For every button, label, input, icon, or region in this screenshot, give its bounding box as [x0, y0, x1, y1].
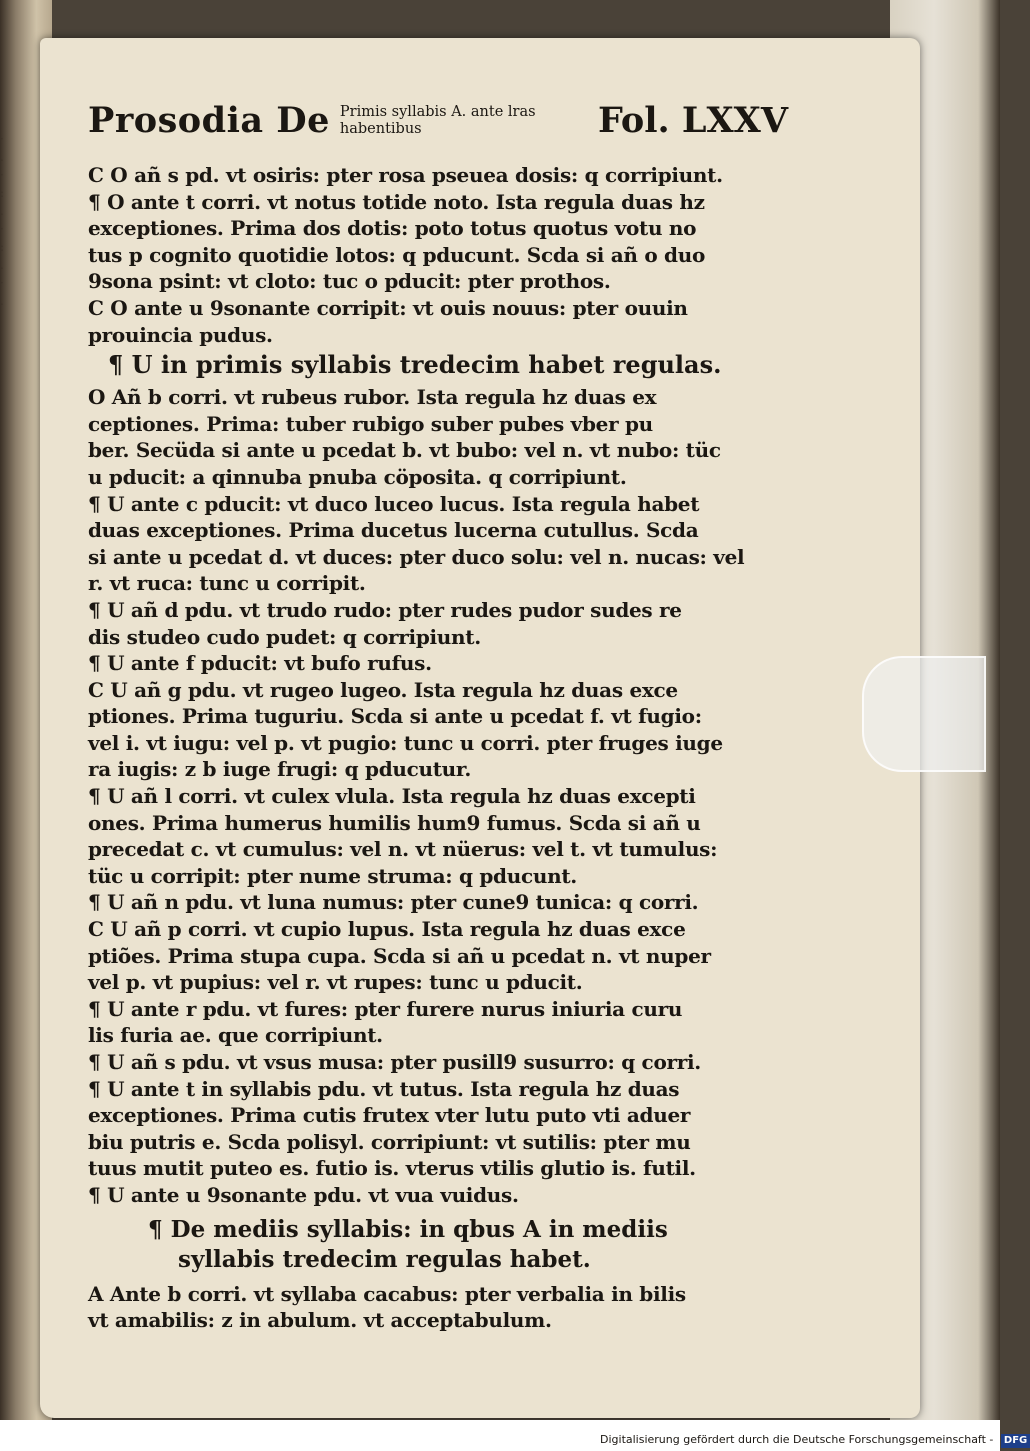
text-line: vel i. vt iugu: vel p. vt pugio: tunc u corri. pter fruges iuge: [88, 730, 723, 755]
text-line: ¶ U ante r pdu. vt fures: pter furere nurus iniuria curu: [88, 996, 683, 1021]
text-line: si ante u pcedat d. vt duces: pter duco solu: vel n. nucas: vel: [88, 544, 745, 569]
text-line: O Añ b corri. vt rubeus rubor. Ista regula hz duas ex: [88, 385, 657, 410]
text-line: ¶ U ante u 9sonante pdu. vt vua vuidus.: [88, 1182, 519, 1207]
text-line: C O añ s pd. vt osiris: pter rosa pseuea dosis: q corripiunt.: [88, 163, 723, 187]
footer-text: Digitalisierung gefördert durch die Deutsche Forschungsgemeinschaft -: [600, 1433, 994, 1446]
paragraph-o-rules: [88, 162, 788, 348]
text-line: exceptiones. Prima dos dotis: poto totus quotus votu no: [88, 216, 697, 241]
section-heading-u: ¶ U in primis syllabis tredecim habet regulas.: [108, 350, 722, 380]
text-line: C O ante u 9sonante corripit: vt ouis nouus: pter ouuin: [88, 295, 688, 320]
text-line: exceptiones. Prima cutis frutex vter lutu puto vti aduer: [88, 1103, 691, 1128]
text-line: duas exceptiones. Prima ducetus lucerna cutullus. Scda: [88, 518, 699, 543]
text-line: ¶ U añ s pdu. vt vsus musa: pter pusill9 susurro: q corri.: [88, 1050, 701, 1074]
funding-footer: [600, 1428, 1028, 1451]
text-line: tuus mutit puteo es. futio is. vterus vtilis glutio is. futil.: [88, 1156, 696, 1181]
text-line: ones. Prima humerus humilis hum9 fumus. Scda si añ u: [88, 810, 701, 835]
text-line: ¶ U añ d pdu. vt trudo rudo: pter rudes pudor sudes re: [88, 597, 682, 622]
text-line: ¶ U añ l corri. vt culex vlula. Ista regula hz duas excepti: [88, 784, 696, 809]
text-line: ¶ U ante t in syllabis pdu. vt tutus. Ista regula hz duas: [88, 1076, 680, 1101]
running-header: [88, 100, 788, 162]
text-line: ra iugis: z b iuge frugi: q pducutur.: [88, 757, 471, 782]
left-page-bleed: · . · : . · : . · .: [0, 132, 5, 308]
page-text: [88, 100, 788, 1334]
text-line: lis furia ae. que corripiunt.: [88, 1023, 383, 1048]
header-title: Prosodia De: [88, 100, 330, 141]
section-heading-mediis: ¶ De mediis syllabis: in qbus A in mediis: [148, 1215, 668, 1243]
text-line: tus p cognito quotidie lotos: q pducunt. Scda si añ o duo: [88, 242, 705, 267]
text-line: tüc u corripit: pter nume struma: q pducunt.: [88, 863, 577, 888]
text-line: vel p. vt pupius: vel r. vt rupes: tunc u pducit.: [88, 970, 583, 995]
text-line: ¶ U añ n pdu. vt luna numus: pter cune9 tunica: q corri.: [88, 890, 699, 915]
paragraph-u-rules: [88, 384, 788, 1208]
dfg-logo: DFG: [1001, 1434, 1030, 1448]
text-line: 9sona psint: vt cloto: tuc o pducit: pter prothos.: [88, 269, 611, 294]
text-line: r. vt ruca: tunc u corripit.: [88, 571, 366, 596]
section-heading-mediis-cont: syllabis tredecim regulas habet.: [178, 1245, 591, 1273]
page-clip: [862, 656, 986, 772]
text-line: ptiones. Prima tuguriu. Scda si ante u pcedat f. vt fugio:: [88, 704, 702, 729]
paragraph-a-mediis: [88, 1281, 788, 1334]
text-line: ¶ O ante t corri. vt notus totide noto. Ista regula duas hz: [88, 189, 705, 214]
text-line: ¶ U ante f pducit: vt bufo rufus.: [88, 651, 432, 676]
text-line: C U añ p corri. vt cupio lupus. Ista regula hz duas exce: [88, 917, 686, 942]
text-line: dis studeo cudo pudet: q corripiunt.: [88, 624, 481, 649]
text-line: ptiões. Prima stupa cupa. Scda si añ u pcedat n. vt nuper: [88, 943, 711, 968]
text-line: vt amabilis: z in abulum. vt acceptabulum.: [88, 1308, 552, 1333]
folio-number: Fol. LXXV: [597, 100, 788, 141]
text-line: ceptiones. Prima: tuber rubigo suber pubes vber pu: [88, 411, 653, 436]
header-subtitle: Primis syllabis A. ante lras habentibus: [339, 104, 536, 137]
text-line: ber. Secüda si ante u pcedat b. vt bubo: vel n. vt nubo: tüc: [88, 438, 721, 463]
text-line: ¶ U ante c pducit: vt duco luceo lucus. Ista regula habet: [88, 491, 700, 516]
text-line: u pducit: a qinnuba pnuba cöposita. q corripiunt.: [88, 464, 627, 489]
text-line: C U añ g pdu. vt rugeo lugeo. Ista regula hz duas exce: [88, 677, 678, 702]
text-line: A Ante b corri. vt syllaba cacabus: pter verbalia in bilis: [88, 1281, 686, 1306]
text-line: biu putris e. Scda polisyl. corripiunt: vt sutilis: pter mu: [88, 1129, 691, 1154]
text-line: precedat c. vt cumulus: vel n. vt nüerus: vel t. vt tumulus:: [88, 837, 718, 862]
text-line: prouincia pudus.: [88, 322, 273, 347]
